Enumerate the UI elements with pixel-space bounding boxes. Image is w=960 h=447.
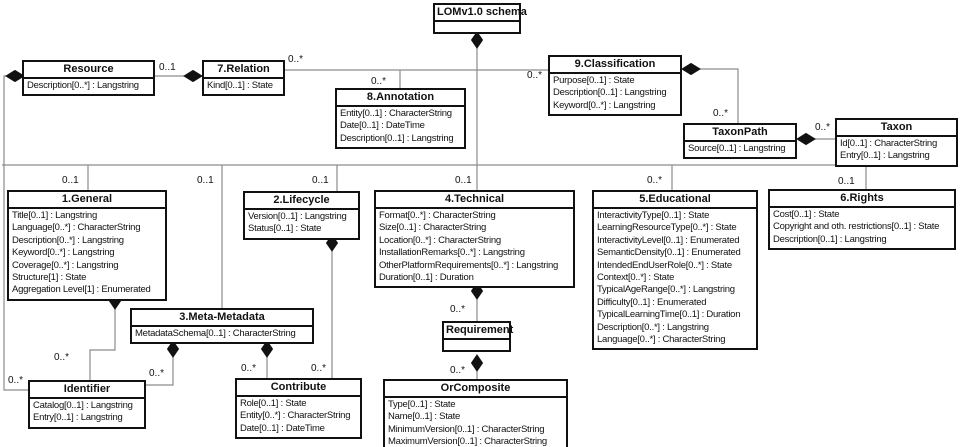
- attribute: MinimumVersion[0..1] : CharacterString: [388, 423, 545, 435]
- attribute: Status[0..1] : State: [248, 223, 322, 235]
- class-lifecycle: [243, 191, 360, 240]
- composition-diamond-icon: [184, 71, 202, 82]
- attribute: Purpose[0..1] : State: [553, 75, 635, 86]
- class-title: LOMv1.0 schema: [435, 5, 519, 22]
- multiplicity-label: 0..*: [450, 365, 466, 376]
- attribute: MetadataSchema[0..1] : CharacterString: [135, 328, 296, 339]
- class-taxonpath: [683, 123, 797, 159]
- attribute: Description[0..1] : Langstring: [340, 132, 454, 144]
- class-title: TaxonPath: [685, 125, 795, 142]
- attribute: Date[0..1] : DateTime: [240, 422, 325, 434]
- class-attributes: [237, 397, 360, 437]
- composition-diamond-icon: [682, 64, 700, 75]
- class-title: 8.Annotation: [337, 90, 464, 107]
- attribute: Type[0..1] : State: [388, 399, 456, 410]
- class-attributes: [550, 74, 680, 114]
- attribute: LearningResourceType[0..*] : State: [597, 222, 737, 234]
- composition-diamond-icon: [472, 355, 483, 371]
- composition-diamond-icon: [797, 134, 815, 145]
- attribute: Name[0..1] : State: [388, 411, 461, 423]
- class-title: 4.Technical: [376, 192, 573, 209]
- attribute: Language[0..*] : CharacterString: [597, 334, 726, 346]
- class-title: 9.Classification: [550, 57, 680, 74]
- attribute: Catalog[0..1] : Langstring: [33, 400, 133, 411]
- attribute: Location[0..*] : CharacterString: [379, 234, 501, 246]
- attribute: Format[0..*] : CharacterString: [379, 210, 496, 221]
- class-attributes: [594, 209, 756, 348]
- class-relation: [202, 60, 285, 96]
- attribute: Structure[1] : State: [12, 272, 87, 284]
- attribute: TypicalLearningTime[0..1] : Duration: [597, 309, 741, 321]
- attribute: Keyword[0..*] : Langstring: [553, 99, 656, 111]
- class-title: Contribute: [237, 380, 360, 397]
- class-attributes: [245, 210, 358, 238]
- attribute: Size[0..1] : CharacterString: [379, 222, 487, 234]
- multiplicity-label: 0..1: [62, 175, 79, 186]
- attribute: Role[0..1] : State: [240, 398, 307, 409]
- multiplicity-label: 0..*: [241, 363, 257, 374]
- class-title: 6.Rights: [770, 191, 954, 208]
- class-annotation: [335, 88, 466, 149]
- attribute: Description[0..*] : Langstring: [27, 80, 139, 91]
- class-resource: [22, 60, 155, 96]
- class-attributes: [9, 209, 165, 299]
- multiplicity-label: 0..*: [647, 175, 663, 186]
- attribute: Duration[0..1] : Duration: [379, 272, 474, 284]
- class-orcomposite: [383, 379, 568, 447]
- class-title: Resource: [24, 62, 153, 79]
- class-attributes: [30, 399, 144, 427]
- class-attributes: [376, 209, 573, 286]
- class-technical: [374, 190, 575, 288]
- attribute: Source[0..1] : Langstring: [688, 143, 786, 154]
- attribute: Description[0..1] : Langstring: [773, 233, 887, 245]
- composition-diamond-icon: [472, 32, 483, 48]
- class-requirement: [442, 321, 514, 352]
- attribute: InteractivityLevel[0..1] : Enumerated: [597, 234, 740, 246]
- class-title: 1.General: [9, 192, 165, 209]
- class-title: OrComposite: [385, 381, 566, 398]
- attribute: Entity[0..*] : CharacterString: [240, 410, 351, 422]
- class-title: Requirement: [444, 323, 509, 340]
- attribute: Entity[0..1] : CharacterString: [340, 108, 452, 119]
- attribute: OtherPlatformRequirements[0..*] : Langstring: [379, 259, 559, 271]
- class-attributes: [770, 208, 954, 248]
- multiplicity-label: 0..1: [838, 176, 855, 187]
- connector-general-identifier: [90, 309, 115, 380]
- multiplicity-label: 0..*: [815, 122, 831, 133]
- attribute: Coverage[0..*] : Langstring: [12, 259, 119, 271]
- multiplicity-label: 0..1: [197, 175, 214, 186]
- attribute: Difficulty[0..1] : Enumerated: [597, 296, 707, 308]
- attribute: TypicalAgeRange[0..*] : Langstring: [597, 284, 735, 296]
- class-classification: [548, 55, 682, 116]
- attribute: InstallationRemarks[0..*] : Langstring: [379, 247, 525, 259]
- attribute: Kind[0..1] : State: [207, 80, 273, 91]
- multiplicity-label: 0..*: [288, 54, 304, 65]
- attribute: Language[0..*] : CharacterString: [12, 222, 141, 234]
- class-attributes: [24, 79, 153, 94]
- attribute: InteractivityType[0..1] : State: [597, 210, 710, 221]
- attribute: IntendedEndUserRole[0..*] : State: [597, 259, 732, 271]
- attribute: Cost[0..1] : State: [773, 209, 840, 220]
- attribute: Aggregation Level[1] : Enumerated: [12, 284, 151, 296]
- class-title: 3.Meta-Metadata: [132, 310, 312, 327]
- multiplicity-label: 0..1: [312, 175, 329, 186]
- class-attributes: [685, 142, 795, 157]
- class-attributes: [337, 107, 464, 147]
- class-title: 7.Relation: [204, 62, 283, 79]
- class-title: Identifier: [30, 382, 144, 399]
- attribute: Id[0..1] : CharacterString: [840, 138, 937, 149]
- class-attributes: [444, 340, 509, 350]
- attribute: Description[0..*] : Langstring: [12, 234, 124, 246]
- attribute: Copyright and oth. restrictions[0..1] : State: [773, 221, 940, 233]
- attribute: Entry[0..1] : Langstring: [840, 150, 930, 162]
- class-attributes: [204, 79, 283, 94]
- class-attributes: [132, 327, 312, 342]
- class-rights: [768, 189, 956, 250]
- class-title: 5.Educational: [594, 192, 756, 209]
- class-identifier: [28, 380, 146, 429]
- attribute: Description[0..*] : Langstring: [597, 321, 709, 333]
- class-attributes: [837, 137, 956, 165]
- attribute: Version[0..1] : Langstring: [248, 211, 347, 222]
- class-title: 2.Lifecycle: [245, 193, 358, 210]
- class-attributes: [435, 22, 519, 32]
- attribute: Title[0..1] : Langstring: [12, 210, 98, 221]
- multiplicity-label: 0..1: [455, 175, 472, 186]
- class-taxon: [835, 118, 958, 167]
- multiplicity-label: 0..*: [54, 352, 70, 363]
- class-lom-schema: [433, 3, 527, 34]
- multiplicity-label: 0..*: [527, 70, 543, 81]
- attribute: MaximumVersion[0..1] : CharacterString: [388, 436, 547, 447]
- attribute: Keyword[0..*] : Langstring: [12, 247, 115, 259]
- multiplicity-label: 0..*: [149, 368, 165, 379]
- attribute: Description[0..1] : Langstring: [553, 87, 667, 99]
- class-general: [7, 190, 167, 301]
- multiplicity-label: 0..1: [159, 62, 176, 73]
- attribute: Context[0..*] : State: [597, 272, 675, 284]
- multiplicity-label: 0..*: [311, 363, 327, 374]
- class-attributes: [385, 398, 566, 447]
- attribute: SemanticDensity[0..1] : Enumerated: [597, 247, 741, 259]
- attribute: Date[0..1] : DateTime: [340, 120, 425, 132]
- attribute: Entry[0..1] : Langstring: [33, 412, 123, 424]
- multiplicity-label: 0..*: [371, 76, 387, 87]
- multiplicity-label: 0..*: [8, 375, 24, 386]
- multiplicity-label: 0..*: [713, 108, 729, 119]
- class-educational: [592, 190, 758, 350]
- multiplicity-label: 0..*: [450, 304, 466, 315]
- class-contribute: [235, 378, 362, 439]
- class-metametadata: [130, 308, 314, 344]
- class-title: Taxon: [837, 120, 956, 137]
